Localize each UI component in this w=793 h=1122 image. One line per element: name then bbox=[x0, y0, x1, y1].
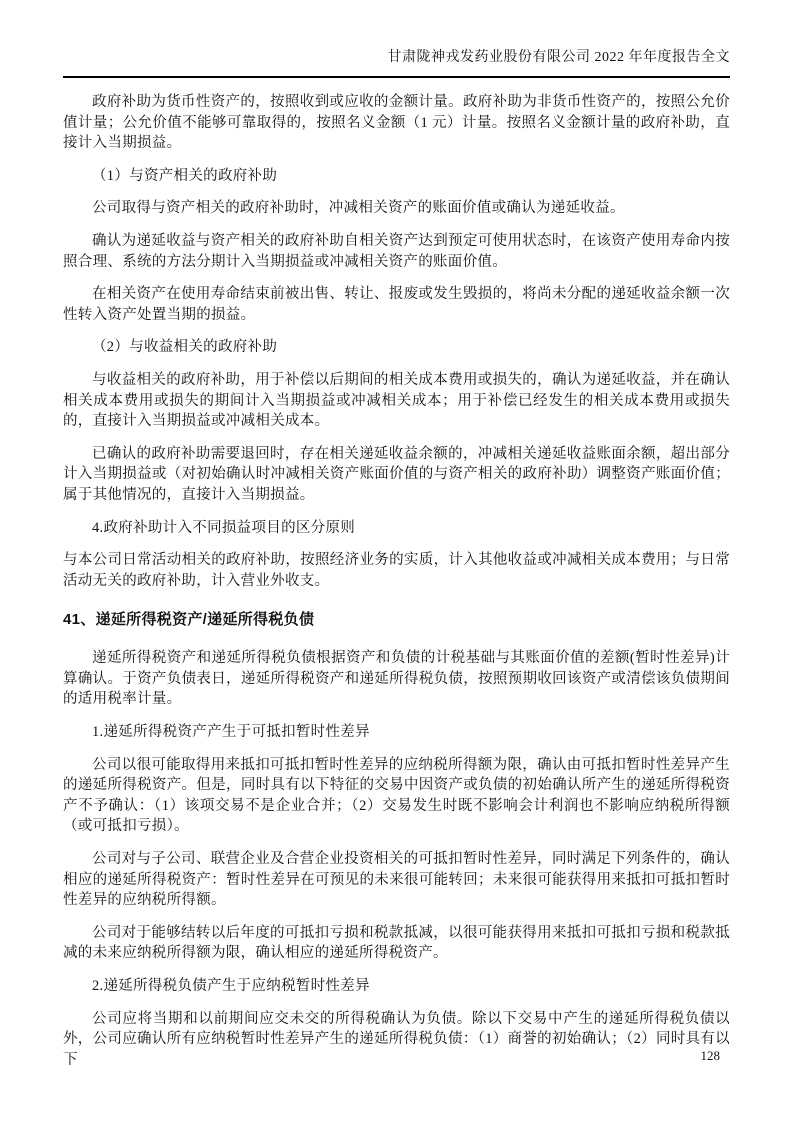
subheading-deferred-tax-assets: 1.递延所得税资产产生于可抵扣暂时性差异 bbox=[92, 724, 370, 741]
paragraph-taxable-temporary-differences: 公司应将当期和以前期间应交未交的所得税确认为负债。除以下交易中产生的递延所得税负债以外，公司应确认所有应纳税暂时性差异产生的递延所得税负债：（1）商誉的初始确认；（2）同时具有以下 bbox=[63, 1010, 730, 1068]
paragraph-deferred-income-amortization: 确认为递延收益与资产相关的政府补助自相关资产达到预定可使用状态时，在该资产使用寿命内按照合理、系统的方法分期计入当期损益或冲减相关资产的账面价值。 bbox=[63, 232, 730, 270]
page-number: 128 bbox=[700, 1048, 720, 1063]
subheading-asset-related-grant: （1）与资产相关的政府补助 bbox=[92, 167, 278, 184]
subheading-deferred-tax-liabilities: 2.递延所得税负债产生于应纳税暂时性差异 bbox=[92, 978, 370, 994]
paragraph-deferred-tax-basis: 递延所得税资产和递延所得税负债根据资产和负债的计税基础与其账面价值的差额(暂时性差异)计算确认。于资产负债表日，递延所得税资产和递延所得税负债，按照预期收回该资产或清偿该负债期间的适用税率计量。 bbox=[63, 650, 730, 708]
paragraph-asset-grant-recognition: 公司取得与资产相关的政府补助时，冲减相关资产的账面价值或确认为递延收益。 bbox=[92, 200, 625, 217]
paragraph-deductible-temporary-differences: 公司以很可能取得用来抵扣可抵扣暂时性差异的应纳税所得额为限，确认由可抵扣暂时性差异产生的递延所得税资产。但是，同时具有以下特征的交易中因资产或负债的初始确认所产生的递延所得税资产不予确认：（1）该项交易不是企业合并；（2）交易发生时既不影响会计利润也不影响应纳税所得额（或可抵扣亏损）。 bbox=[63, 756, 730, 835]
paragraph-carryforward-losses: 公司对于能够结转以后年度的可抵扣亏损和税款抵减，以很可能获得用来抵扣可抵扣亏损和税款抵减的未来应纳税所得额为限，确认相应的递延所得税资产。 bbox=[63, 924, 730, 962]
paragraph-daily-activity-grants: 与本公司日常活动相关的政府补助，按照经济业务的实质，计入其他收益或冲减相关成本费用；与日常活动无关的政府补助，计入营业外收支。 bbox=[63, 552, 730, 589]
paragraph-grant-refund: 已确认的政府补助需要退回时，存在相关递延收益余额的，冲减相关递延收益账面余额，超出部分计入当期损益或（对初始确认时冲减相关资产账面价值的与资产相关的政府补助）调整资产账面价值；属于其他情况的，直接计入当期损益。 bbox=[63, 445, 730, 503]
paragraph-asset-disposal-before-life-end: 在相关资产在使用寿命结束前被出售、转让、报废或发生毁损的，将尚未分配的递延收益余额一次性转入资产处置当期的损益。 bbox=[63, 286, 730, 323]
section-heading-deferred-tax: 41、递延所得税资产/递延所得税负债 bbox=[63, 611, 315, 629]
subheading-grant-profit-loss-classification: 4.政府补助计入不同损益项目的区分原则 bbox=[92, 519, 356, 536]
subheading-income-related-grant: （2）与收益相关的政府补助 bbox=[92, 339, 278, 356]
paragraph-subsidiary-investment-differences: 公司对与子公司、联营企业及合营企业投资相关的可抵扣暂时性差异，同时满足下列条件的，确认相应的递延所得税资产：暂时性差异在可预见的未来很可能转回；未来很可能获得用来抵扣可抵扣暂时性差异的应纳税所得额。 bbox=[63, 851, 730, 909]
paragraph-income-grant-recognition: 与收益相关的政府补助，用于补偿以后期间的相关成本费用或损失的，确认为递延收益，并在确认相关成本费用或损失的期间计入当期损益或冲减相关成本；用于补偿已经发生的相关成本费用或损失的，直接计入当期损益或冲减相关成本。 bbox=[63, 371, 730, 430]
page-header-title: 甘肃陇神戎发药业股份有限公司 2022 年年度报告全文 bbox=[63, 48, 730, 78]
paragraph-government-grant-measurement: 政府补助为货币性资产的，按照收到或应收的金额计量。政府补助为非货币性资产的，按照公允价值计量；公允价值不能够可靠取得的，按照名义金额（1 元）计量。按照名义金额计量的政府补助，直接计入当期损益。 bbox=[63, 94, 730, 152]
document-content bbox=[63, 78, 730, 1070]
